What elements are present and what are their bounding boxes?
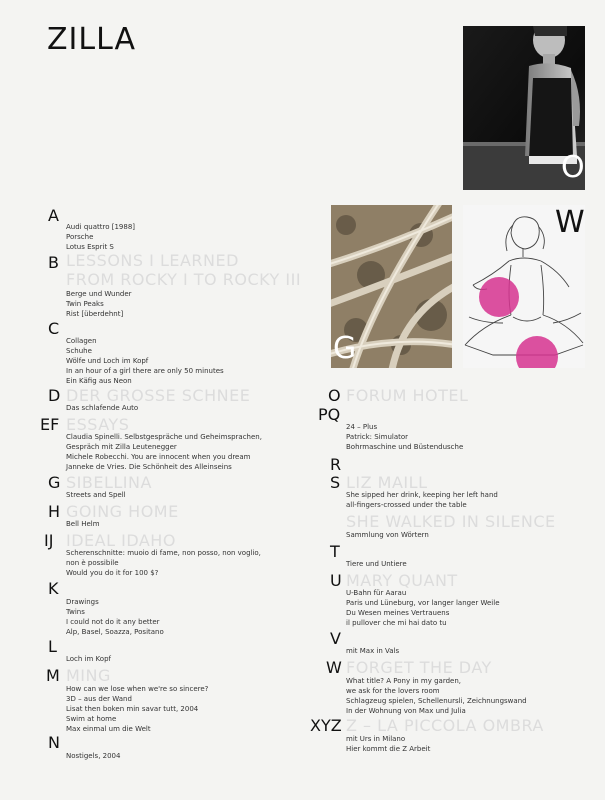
portrait-letter: O [561, 150, 585, 185]
list-item: Gespräch mit Zilla Leutenegger [66, 443, 177, 451]
index-letter-w: W [326, 658, 342, 677]
section-u-lines [346, 588, 500, 628]
list-item: Bell Helm [66, 520, 100, 528]
list-item: Collagen [66, 337, 97, 345]
list-item: How can we lose when we're so sincere? [66, 685, 209, 693]
section-a-lines [66, 222, 135, 252]
index-letter-k: K [48, 579, 59, 598]
page-title: ZILLA [47, 22, 137, 57]
index-letter-l: L [48, 637, 57, 656]
list-item: Streets and Spell [66, 491, 126, 499]
index-letter-m: M [46, 666, 60, 685]
list-item: I could not do it any better [66, 618, 160, 626]
section-h-lines [66, 519, 100, 529]
section-ij-lines [66, 548, 261, 578]
section-b-lines [66, 289, 132, 319]
list-item: Porsche [66, 233, 94, 241]
section-l-lines [66, 654, 111, 664]
list-item: Du Wesen meines Vertrauens [346, 609, 450, 617]
section-w-heading: FORGET THE DAY [346, 658, 492, 677]
index-letter-r: R [330, 455, 342, 474]
section-g-lines [66, 490, 126, 500]
list-item: Ein Käfig aus Neon [66, 377, 132, 385]
list-item: Janneke de Vries. Die Schönheit des Alleinseins [66, 463, 232, 471]
list-item: Bohrmaschine und Büstendusche [346, 443, 464, 451]
list-item: Michele Robecchi. You are innocent when you dream [66, 453, 251, 461]
index-letter-s: S [330, 473, 341, 492]
list-item: all-fingers-crossed under the table [346, 501, 467, 509]
section-b-heading-1: LESSONS I LEARNED [66, 251, 239, 270]
index-letter-xyz: XYZ [310, 716, 342, 735]
section-o-heading: FORUM HOTEL [346, 386, 469, 405]
list-item: mit Max in Vals [346, 647, 400, 655]
section-s-lines [346, 490, 498, 510]
list-item: il pullover che mi hai dato tu [346, 619, 447, 627]
highway-letter: G [333, 331, 357, 366]
section-s-lines-2 [346, 530, 429, 540]
index-letter-g: G [48, 473, 61, 492]
drawing-photo [463, 205, 585, 368]
section-h-heading: GOING HOME [66, 502, 179, 521]
index-letter-pq: PQ [318, 405, 341, 424]
list-item: non è possibile [66, 559, 119, 567]
list-item: mit Urs in Milano [346, 735, 406, 743]
list-item: Sammlung von Wörtern [346, 531, 429, 539]
index-letter-n: N [48, 733, 60, 752]
index-letter-v: V [330, 629, 341, 648]
list-item: Twin Peaks [66, 300, 104, 308]
section-k-lines [66, 597, 164, 637]
list-item: Patrick: Simulator [346, 433, 409, 441]
section-n-lines [66, 751, 120, 761]
list-item: Lotus Esprit S [66, 243, 114, 251]
section-ef-heading: ESSAYS [66, 415, 130, 434]
section-t-lines [346, 559, 407, 569]
list-item: U-Bahn für Aarau [346, 589, 407, 597]
list-item: Nostigels, 2004 [66, 752, 121, 760]
list-item: In der Wohnung von Max und Julia [346, 707, 466, 715]
index-letter-o: O [328, 386, 341, 405]
section-w-lines [346, 676, 527, 716]
index-letter-ij: IJ [44, 531, 54, 550]
index-letter-c: C [48, 319, 60, 338]
list-item: Scherenschnitte: muoio di fame, non posso, non voglio, [66, 549, 261, 557]
section-xyz-heading: Z – LA PICCOLA OMBRA [346, 716, 544, 735]
section-ef-lines [66, 432, 262, 472]
list-item: Loch im Kopf [66, 655, 111, 663]
list-item: In an hour of a girl there are only 50 minutes [66, 367, 224, 375]
section-m-lines [66, 684, 208, 734]
section-s-heading: LIZ MAILL [346, 473, 428, 492]
portrait-photo [463, 26, 585, 190]
section-ij-heading: IDEAL IDAHO [66, 531, 176, 550]
section-d-heading: DER GROSSE SCHNEE [66, 386, 251, 405]
index-letter-ef: EF [40, 415, 60, 434]
list-item: Schlagzeug spielen, Schellenursli, Zeichnungswand [346, 697, 527, 705]
index-letter-u: U [330, 571, 342, 590]
section-b-heading-2: FROM ROCKY I TO ROCKY III [66, 270, 302, 289]
section-g-heading: SIBELLINA [66, 473, 152, 492]
list-item: Tiere und Untiere [346, 560, 407, 568]
section-m-heading: MING [66, 666, 111, 685]
drawing-letter: W [555, 205, 585, 240]
index-letter-d: D [48, 386, 61, 405]
section-d-lines [66, 403, 138, 413]
list-item: What title? A Pony in my garden, [346, 677, 462, 685]
list-item: 24 – Plus [346, 423, 378, 431]
list-item: Hier kommt die Z Arbeit [346, 745, 431, 753]
list-item: Das schlafende Auto [66, 404, 139, 412]
section-pq-lines [346, 422, 463, 452]
list-item: She sipped her drink, keeping her left hand [346, 491, 498, 499]
list-item: Lisat then boken min savar tutt, 2004 [66, 705, 199, 713]
list-item: we ask for the lovers room [346, 687, 440, 695]
section-s-heading-2: SHE WALKED IN SILENCE [346, 512, 556, 531]
list-item: Wölfe und Loch im Kopf [66, 357, 149, 365]
list-item: Claudia Spinelli. Selbstgespräche und Geheimsprachen, [66, 433, 262, 441]
section-u-heading: MARY QUANT [346, 571, 458, 590]
list-item: Paris und Lüneburg, vor langer langer Weile [346, 599, 500, 607]
index-letter-b: B [48, 253, 59, 272]
index-letter-h: H [48, 502, 61, 521]
list-item: Berge und Wunder [66, 290, 132, 298]
list-item: Rist [überdehnt] [66, 310, 124, 318]
list-item: Drawings [66, 598, 99, 606]
list-item: 3D – aus der Wand [66, 695, 132, 703]
index-letter-t: T [330, 542, 340, 561]
list-item: Would you do it for 100 $? [66, 569, 159, 577]
list-item: Alp, Basel, Soazza, Positano [66, 628, 164, 636]
section-c-lines [66, 336, 224, 386]
list-item: Swim at home [66, 715, 117, 723]
list-item: Twins [66, 608, 85, 616]
section-v-lines [346, 646, 399, 656]
highway-photo [331, 205, 452, 368]
list-item: Audi quattro [1988] [66, 223, 136, 231]
list-item: Max einmal um die Welt [66, 725, 151, 733]
section-xyz-lines [346, 734, 430, 754]
index-letter-a: A [48, 206, 59, 225]
list-item: Schuhe [66, 347, 92, 355]
